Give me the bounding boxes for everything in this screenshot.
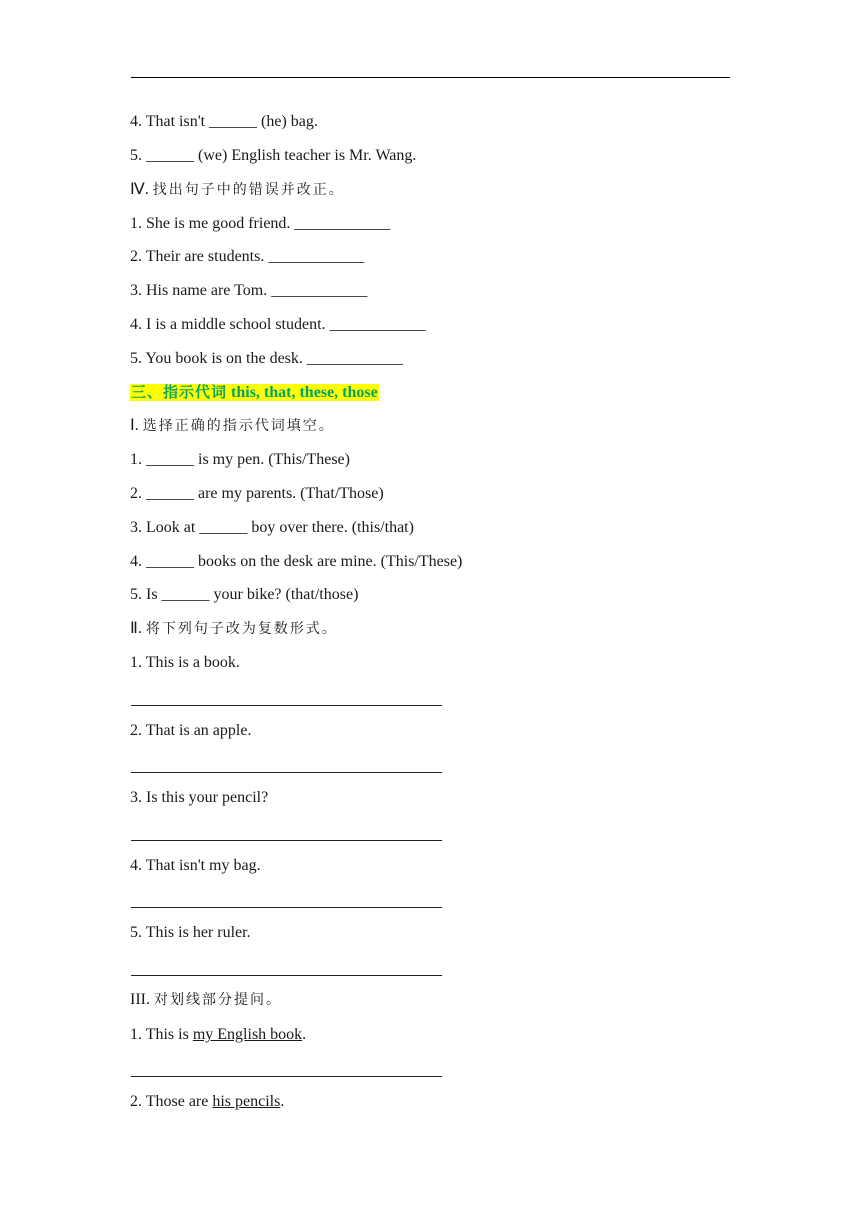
answer-line — [131, 907, 442, 908]
part-numeral: Ⅱ. — [130, 620, 142, 637]
exercise-item: 1. This is my English book. — [130, 1026, 307, 1043]
exercise-item: 1. ______ is my pen. (This/These) — [130, 451, 350, 468]
exercise-item: 2. Those are his pencils. — [130, 1093, 285, 1110]
exercise-item: 4. ______ books on the desk are mine. (This/These) — [130, 553, 463, 570]
underlined-phrase: my English book — [192, 1026, 303, 1043]
part-instruction: 选择正确的指示代词填空。 — [142, 418, 335, 434]
exercise-item: 5. This is her ruler. — [130, 924, 251, 941]
answer-line — [131, 840, 442, 841]
part-instruction: 找出句子中的错误并改正。 — [152, 182, 345, 198]
exercise-item: 1. She is me good friend. ____________ — [130, 215, 391, 232]
part-heading — [130, 619, 338, 639]
part-heading — [130, 416, 335, 436]
exercise-item: 5. ______ (we) English teacher is Mr. Wang. — [130, 147, 417, 164]
exercise-item: 3. Is this your pencil? — [130, 789, 269, 806]
exercise-item: 4. I is a middle school student. ____________ — [130, 316, 426, 333]
part-heading — [130, 990, 282, 1010]
exercise-item: 3. Look at ______ boy over there. (this/that) — [130, 519, 414, 536]
part-numeral: Ⅳ. — [130, 181, 149, 198]
exercise-item: 5. You book is on the desk. ____________ — [130, 350, 403, 367]
exercise-item: 4. That isn't ______ (he) bag. — [130, 113, 318, 130]
answer-line — [131, 975, 442, 976]
exercise-item: 3. His name are Tom. ____________ — [130, 282, 368, 299]
exercise-item: 2. That is an apple. — [130, 722, 252, 739]
part-numeral: III. — [130, 991, 150, 1008]
section-heading — [130, 382, 379, 403]
part-numeral: Ⅰ. — [130, 417, 139, 434]
underlined-phrase: his pencils — [212, 1093, 281, 1110]
answer-line — [131, 705, 442, 706]
exercise-item: 4. That isn't my bag. — [130, 857, 261, 874]
exercise-item: 5. Is ______ your bike? (that/those) — [130, 586, 359, 603]
answer-line — [131, 1076, 442, 1077]
header-rule — [131, 77, 730, 78]
exercise-item: 2. Their are students. ____________ — [130, 248, 365, 265]
part-instruction: 对划线部分提问。 — [153, 992, 282, 1008]
exercise-item: 2. ______ are my parents. (That/Those) — [130, 485, 384, 502]
highlighted-heading: 三、指示代词 this, that, these, those — [131, 383, 378, 401]
part-heading — [130, 180, 345, 200]
exercise-item: 1. This is a book. — [130, 654, 240, 671]
part-instruction: 将下列句子改为复数形式。 — [145, 621, 338, 637]
answer-line — [131, 772, 442, 773]
